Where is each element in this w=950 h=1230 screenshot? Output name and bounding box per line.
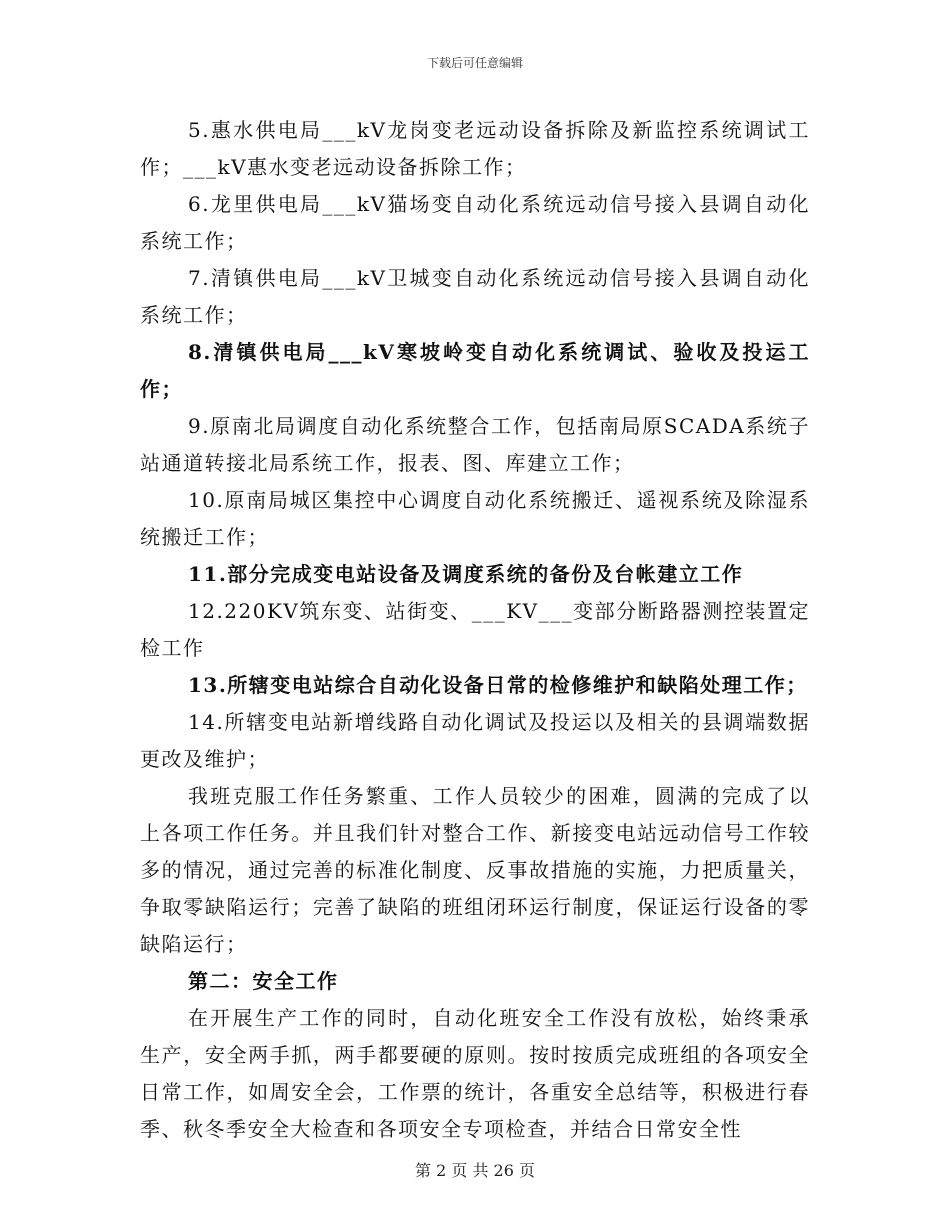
page-footer	[0, 1158, 950, 1181]
paragraph-item-14: 14.所辖变电站新增线路自动化调试及投运以及相关的县调端数据更改及维护；	[140, 710, 810, 771]
page-number: 第 2 页 共 26 页	[415, 1161, 535, 1180]
page-header	[0, 54, 950, 71]
paragraph-item-10: 10.原南局城区集控中心调度自动化系统搬迁、遥视系统及除湿系统搬迁工作；	[140, 488, 810, 549]
document-body	[140, 112, 810, 1148]
paragraph-item-6: 6.龙里供电局___kV猫场变自动化系统远动信号接入县调自动化系统工作；	[140, 192, 810, 253]
section-heading-safety: 第二：安全工作	[188, 969, 339, 993]
paragraph-item-8: 8.清镇供电局___kV寒坡岭变自动化系统调试、验收及投运工作；	[140, 340, 810, 401]
paragraph-item-9: 9.原南北局调度自动化系统整合工作，包括南局原SCADA系统子站通道转接北局系统工作，报表、图、库建立工作；	[140, 414, 810, 475]
paragraph-item-12: 12.220KV筑东变、站街变、___KV___变部分断路器测控装置定检工作	[140, 599, 810, 660]
paragraph-item-7: 7.清镇供电局___kV卫城变自动化系统远动信号接入县调自动化系统工作；	[140, 266, 810, 327]
header-note: 下载后可任意编辑	[426, 56, 523, 70]
paragraph-summary: 我班克服工作任务繁重、工作人员较少的困难，圆满的完成了以上各项工作任务。并且我们针对整合工作、新接变电站远动信号工作较多的情况，通过完善的标准化制度、反事故措施的实施，力把质量关，争取零缺陷运行；完善了缺陷的班组闭环运行制度，保证运行设备的零缺陷运行；	[140, 784, 810, 956]
paragraph-item-11: 11.部分完成变电站设备及调度系统的备份及台帐建立工作	[188, 562, 744, 586]
paragraph-item-13: 13.所辖变电站综合自动化设备日常的检修维护和缺陷处理工作；	[188, 673, 808, 697]
paragraph-item-5: 5.惠水供电局___kV龙岗变老远动设备拆除及新监控系统调试工作；___kV惠水变老远动设备拆除工作；	[140, 118, 810, 179]
paragraph-safety: 在开展生产工作的同时，自动化班安全工作没有放松，始终秉承生产，安全两手抓，两手都要硬的原则。按时按质完成班组的各项安全日常工作，如周安全会，工作票的统计，各重安全总结等，积极进行春季、秋冬季安全大检查和各项安全专项检查，并结合日常安全性	[140, 1006, 810, 1141]
